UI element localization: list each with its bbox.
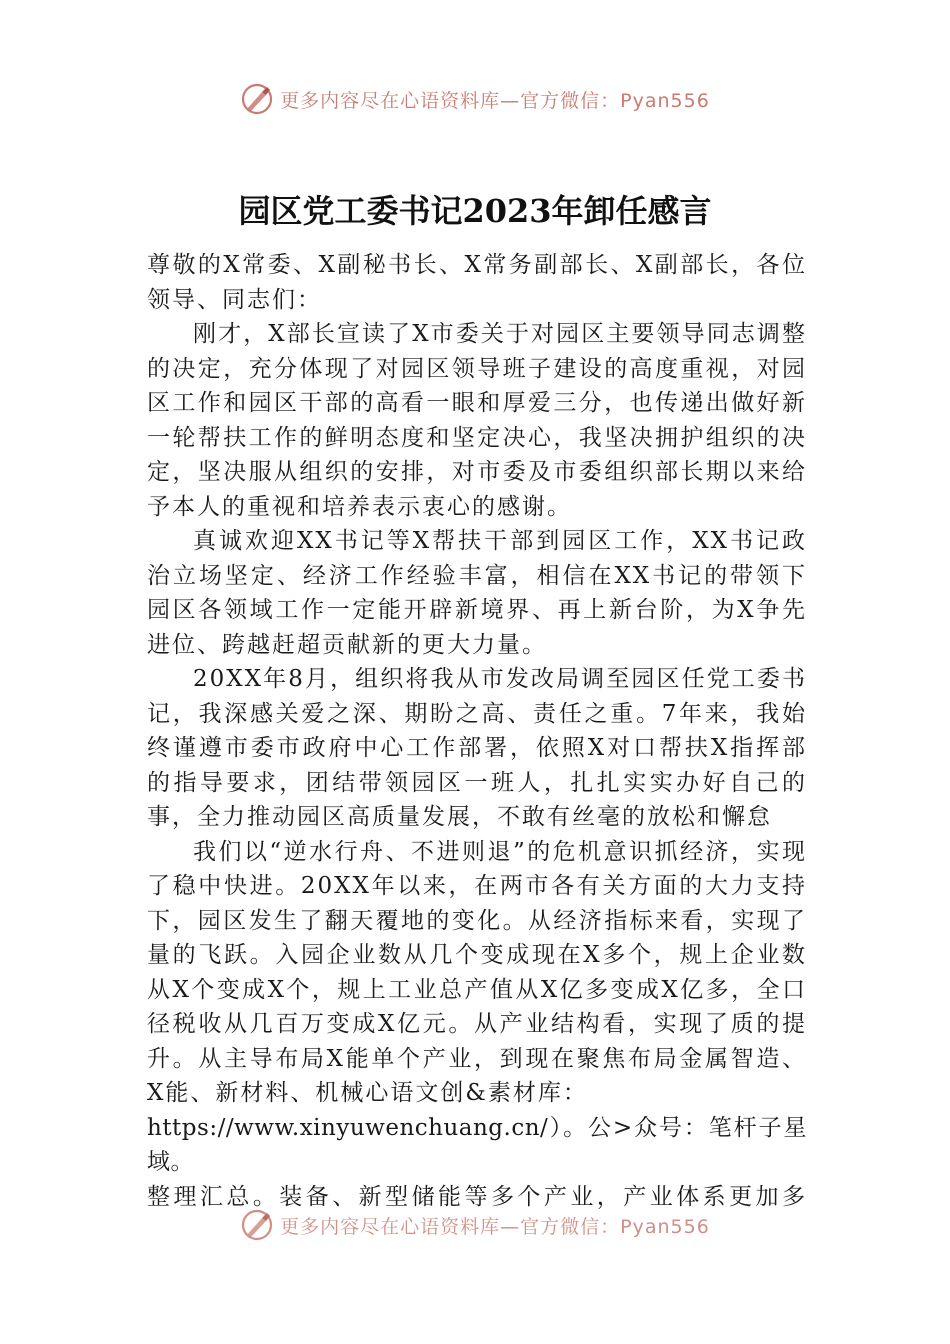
paragraph: 刚才，X部长宣读了X市委关于对园区主要领导同志调整的决定，充分体现了对园区领导班子建设的高度重视，对园区工作和园区干部的高看一眼和厚爱三分，也传递出做好新一轮帮扶工作的鲜明态度和坚定决心，我坚决拥护组织的决定，坚决服从组织的安排，对市委及市委组织部长期以来给予本人的重视和培养表示衷心的感谢。: [147, 321, 807, 520]
source-url-line: https://www.xinyuwenchuang.cn/）。公>众号：笔杆子星域。: [147, 1114, 807, 1175]
paragraph-continued: 整理汇总。装备、新型储能等多个产业，产业体系更加多: [147, 1183, 807, 1210]
document-title: 园区党工委书记2023年卸任感言: [238, 192, 712, 230]
paragraph: 我们以“逆水行舟、不进则退”的危机意识抓经济，实现了稳中快进。20XX年以来，在两市各有关方面的大力支持下，园区发生了翻天覆地的变化。从经济指标来看，实现了量的飞跃。入园企业数从几个变成现在X多个，规上企业数从X个变成X个，规上工业总产值从X亿多变成X亿多，全口径税收从几百万变成X亿元。从产业结构看，实现了质的提升。从主导布局X能单个产业，到现在聚焦布局金属智造、X能、新材料、机械心语文创&素材库：: [147, 838, 807, 1106]
header-watermark: [0, 82, 950, 116]
pen-logo-icon: [240, 82, 274, 116]
watermark-text: 更多内容尽在心语资料库—官方微信：Pyan556: [280, 1215, 710, 1238]
paragraph: 真诚欢迎XX书记等X帮扶干部到园区工作，XX书记政治立场坚定、经济工作经验丰富，相信在XX书记的带领下园区各领域工作一定能开辟新境界、再上新台阶，为X争先进位、跨越赶超贡献新的更大力量。: [147, 528, 807, 658]
document-body: [147, 248, 807, 1212]
pen-logo-icon: [240, 1208, 274, 1242]
watermark-text: 更多内容尽在心语资料库—官方微信：Pyan556: [280, 89, 710, 112]
paragraph: 20XX年8月，组织将我从市发改局调至园区任党工委书记，我深感关爱之深、期盼之高、责任之重。7年来，我始终谨遵市委市政府中心工作部署，依照X对口帮扶X指挥部的指导要求，团结带领园区一班人，扎扎实实办好自己的事，全力推动园区高质量发展，不敢有丝毫的放松和懈怠: [147, 666, 807, 830]
footer-watermark: [0, 1208, 950, 1242]
salutation: 尊敬的X常委、X副秘书长、X常务副部长、X副部长，各位领导、同志们：: [147, 252, 807, 313]
